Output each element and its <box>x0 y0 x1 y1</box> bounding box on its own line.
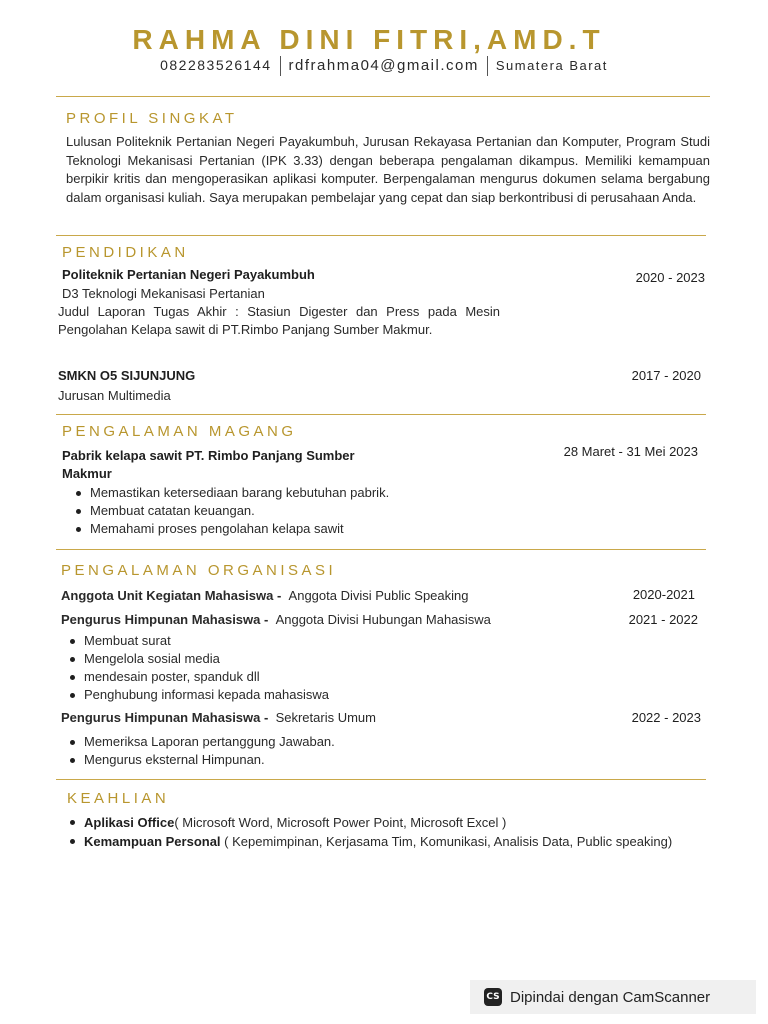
list-item: Penghubung informasi kepada mahasiswa <box>56 686 476 704</box>
camscanner-watermark <box>470 980 756 1014</box>
internship-company-line: Makmur <box>62 466 112 481</box>
list-item <box>70 832 730 851</box>
skill-label: Aplikasi Office <box>84 815 175 830</box>
section-title-organization: PENGALAMAN ORGANISASI <box>61 562 337 579</box>
education-school: SMKN O5 SIJUNJUNG <box>58 368 196 383</box>
list-item <box>70 813 730 832</box>
list-item: Membuat catatan keuangan. <box>62 502 482 520</box>
education-program: Jurusan Multimedia <box>58 388 171 403</box>
skill-detail: ( Microsoft Word, Microsoft Power Point, Microsoft Excel ) <box>174 815 507 830</box>
list-item: mendesain poster, spanduk dll <box>56 668 476 686</box>
org-date: 2020-2021 <box>632 587 695 602</box>
org-name: Pengurus Himpunan Mahasiswa - <box>61 612 269 627</box>
section-title-skills: KEAHLIAN <box>67 790 170 807</box>
education-thesis-line: Judul Laporan Tugas Akhir : Stasiun Digester dan Press pada Mesin <box>58 304 500 319</box>
contact-divider <box>280 56 281 76</box>
divider <box>56 779 706 780</box>
education-school: Politeknik Pertanian Negeri Payakumbuh <box>62 267 315 282</box>
section-title-internship: PENGALAMAN MAGANG <box>62 423 297 440</box>
org-duties <box>56 632 476 704</box>
internship-company-line: Pabrik kelapa sawit PT. Rimbo Panjang Sumber <box>62 448 355 463</box>
education-thesis <box>58 303 500 339</box>
list-item: Memahami proses pengolahan kelapa sawit <box>62 520 482 538</box>
candidate-name: RAHMA DINI FITRI,AMD.T <box>132 24 606 55</box>
org-date: 2021 - 2022 <box>628 612 698 627</box>
divider <box>56 414 706 415</box>
list-item: Memeriksa Laporan pertanggung Jawaban. <box>56 733 476 751</box>
phone-number: 082283526144 <box>160 56 272 73</box>
section-title-education: PENDIDIKAN <box>62 244 189 261</box>
camscanner-logo-icon: CS <box>484 988 502 1006</box>
divider <box>56 235 706 236</box>
education-program: D3 Teknologi Mekanisasi Pertanian <box>62 286 265 301</box>
section-title-profile: PROFIL SINGKAT <box>66 110 238 127</box>
list-item: Memastikan ketersediaan barang kebutuhan pabrik. <box>62 484 482 502</box>
internship-date: 28 Maret - 31 Mei 2023 <box>563 444 698 459</box>
divider <box>56 549 706 550</box>
contact-divider <box>487 56 488 76</box>
internship-duties <box>62 484 482 538</box>
education-date: 2017 - 2020 <box>631 368 701 383</box>
org-name: Anggota Unit Kegiatan Mahasiswa - <box>61 588 282 603</box>
org-entry <box>61 588 468 603</box>
location: Sumatera Barat <box>495 57 608 73</box>
internship-company <box>62 447 355 483</box>
contact-bar <box>0 56 768 76</box>
list-item: Mengelola sosial media <box>56 650 476 668</box>
email-address: rdfrahma04@gmail.com <box>288 56 479 74</box>
org-name: Pengurus Himpunan Mahasiswa - <box>61 710 269 725</box>
divider <box>56 96 710 97</box>
skill-label: Kemampuan Personal <box>84 834 221 849</box>
watermark-text: Dipindai dengan CamScanner <box>510 988 711 1006</box>
list-item: Mengurus eksternal Himpunan. <box>56 751 476 769</box>
education-thesis-line: Pengolahan Kelapa sawit di PT.Rimbo Panjang Sumber Makmur. <box>58 322 433 337</box>
skills-list <box>70 813 730 851</box>
list-item: Membuat surat <box>56 632 476 650</box>
profile-summary: Lulusan Politeknik Pertanian Negeri Payakumbuh, Jurusan Rekayasa Pertanian dan Komputer, Program Studi Teknologi Mekanisasi Pertanian (IPK 3.33) dengan beberapa pengalaman dikampus. Memiliki kemampuan berpikir kritis dan mengoperasikan aplikasi komputer. Berpengalaman mengurus dokumen selama bergabung dalam organisasi kuliah. Saya merupakan pembelajar yang cepat dan siap berkontribusi di perusahaan Anda. <box>66 134 710 205</box>
org-role: Anggota Divisi Hubungan Mahasiswa <box>275 612 491 627</box>
org-entry <box>61 612 491 627</box>
org-duties <box>56 733 476 769</box>
org-role: Sekretaris Umum <box>275 710 376 725</box>
education-date: 2020 - 2023 <box>635 270 705 285</box>
org-role: Anggota Divisi Public Speaking <box>288 588 469 603</box>
org-entry <box>61 710 376 725</box>
skill-detail: ( Kepemimpinan, Kerjasama Tim, Komunikasi, Analisis Data, Public speaking) <box>224 834 673 849</box>
org-date: 2022 - 2023 <box>631 710 701 725</box>
